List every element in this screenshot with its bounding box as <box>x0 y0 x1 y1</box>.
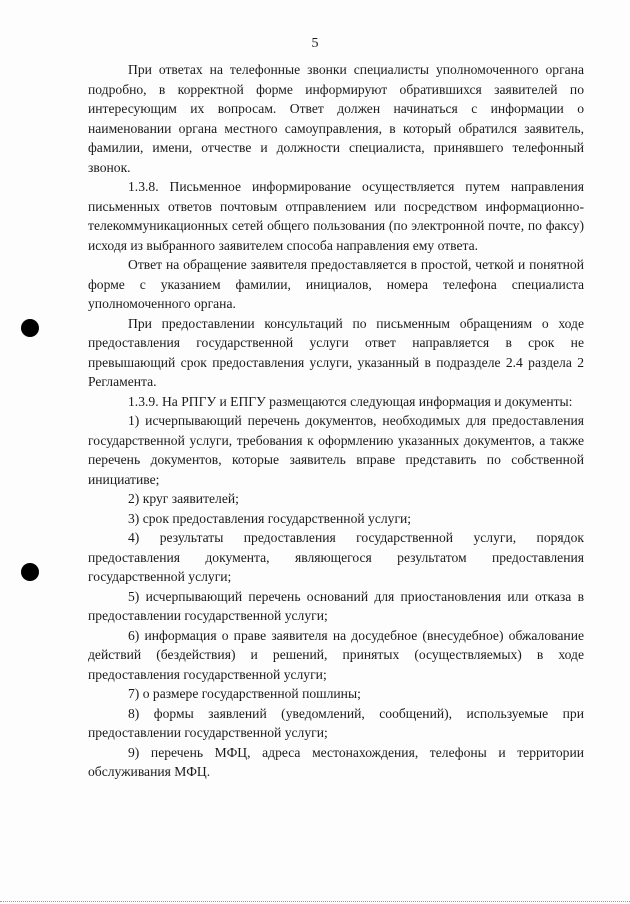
list-item: 4) результаты предоставления государственной услуги, порядок предоставления документа, являющегося результатом предоставления государственной услуги; <box>88 530 584 584</box>
list-item: 1) исчерпывающий перечень документов, необходимых для предоставления государственной услуги, требования к оформлению указанных документов, а также перечень документов, которые заявитель вправе представить по собственной инициативе; <box>88 413 584 487</box>
paragraph: Ответ на обращение заявителя предоставляется в простой, четкой и понятной форме с указанием фамилии, инициалов, номера телефона специалиста уполномоченного органа. <box>88 257 584 311</box>
list-item: 9) перечень МФЦ, адреса местонахождения, телефоны и территории обслуживания МФЦ. <box>88 744 584 779</box>
paragraph: 1.3.9. На РПГУ и ЕПГУ размещаются следующая информация и документы: <box>128 393 573 409</box>
list-item: 6) информация о праве заявителя на досудебное (внесудебное) обжалование действий (бездействия) и решений, принятых (осуществляемых) в ходе предоставления государственной услуги; <box>88 627 584 682</box>
list-item: 7) о размере государственной пошлины; <box>128 686 361 701</box>
binder-hole-mark <box>21 319 39 337</box>
list-item: 5) исчерпывающий перечень оснований для приостановления или отказа в предоставлении государственной услуги; <box>88 588 584 623</box>
paragraph: При ответах на телефонные звонки специалисты уполномоченного органа подробно, в корректной форме информируют обратившихся заявителей по интересующим их вопросам. Ответ должен начинаться с информации о наименовании органа местного самоуправления, в который обратился заявитель, фамилии, имени, отчестве и должности специалиста, принявшего телефонный звонок. <box>88 62 584 175</box>
paragraph: При предоставлении консультаций по письменным обращениям о ходе предоставления государственной услуги ответ направляется в срок не превышающий срок предоставления услуги, указанный в подразделе 2.4 раздела 2 Регламента. <box>88 315 584 389</box>
list-item: 8) формы заявлений (уведомлений, сообщений), используемые при предоставлении государственной услуги; <box>88 705 584 740</box>
document-body <box>88 60 584 782</box>
page-number: 5 <box>311 36 319 51</box>
binder-hole-mark <box>21 563 39 581</box>
list-item: 3) срок предоставления государственной услуги; <box>128 510 412 526</box>
list-item: 2) круг заявителей; <box>128 491 239 506</box>
paragraph: 1.3.8. Письменное информирование осуществляется путем направления письменных ответов почтовым отправлением или посредством информационно-телекоммуникационных сетей общего пользования (по электронной почте, по факсу) исходя из выбранного заявителем способа направления ему ответа. <box>88 179 584 253</box>
